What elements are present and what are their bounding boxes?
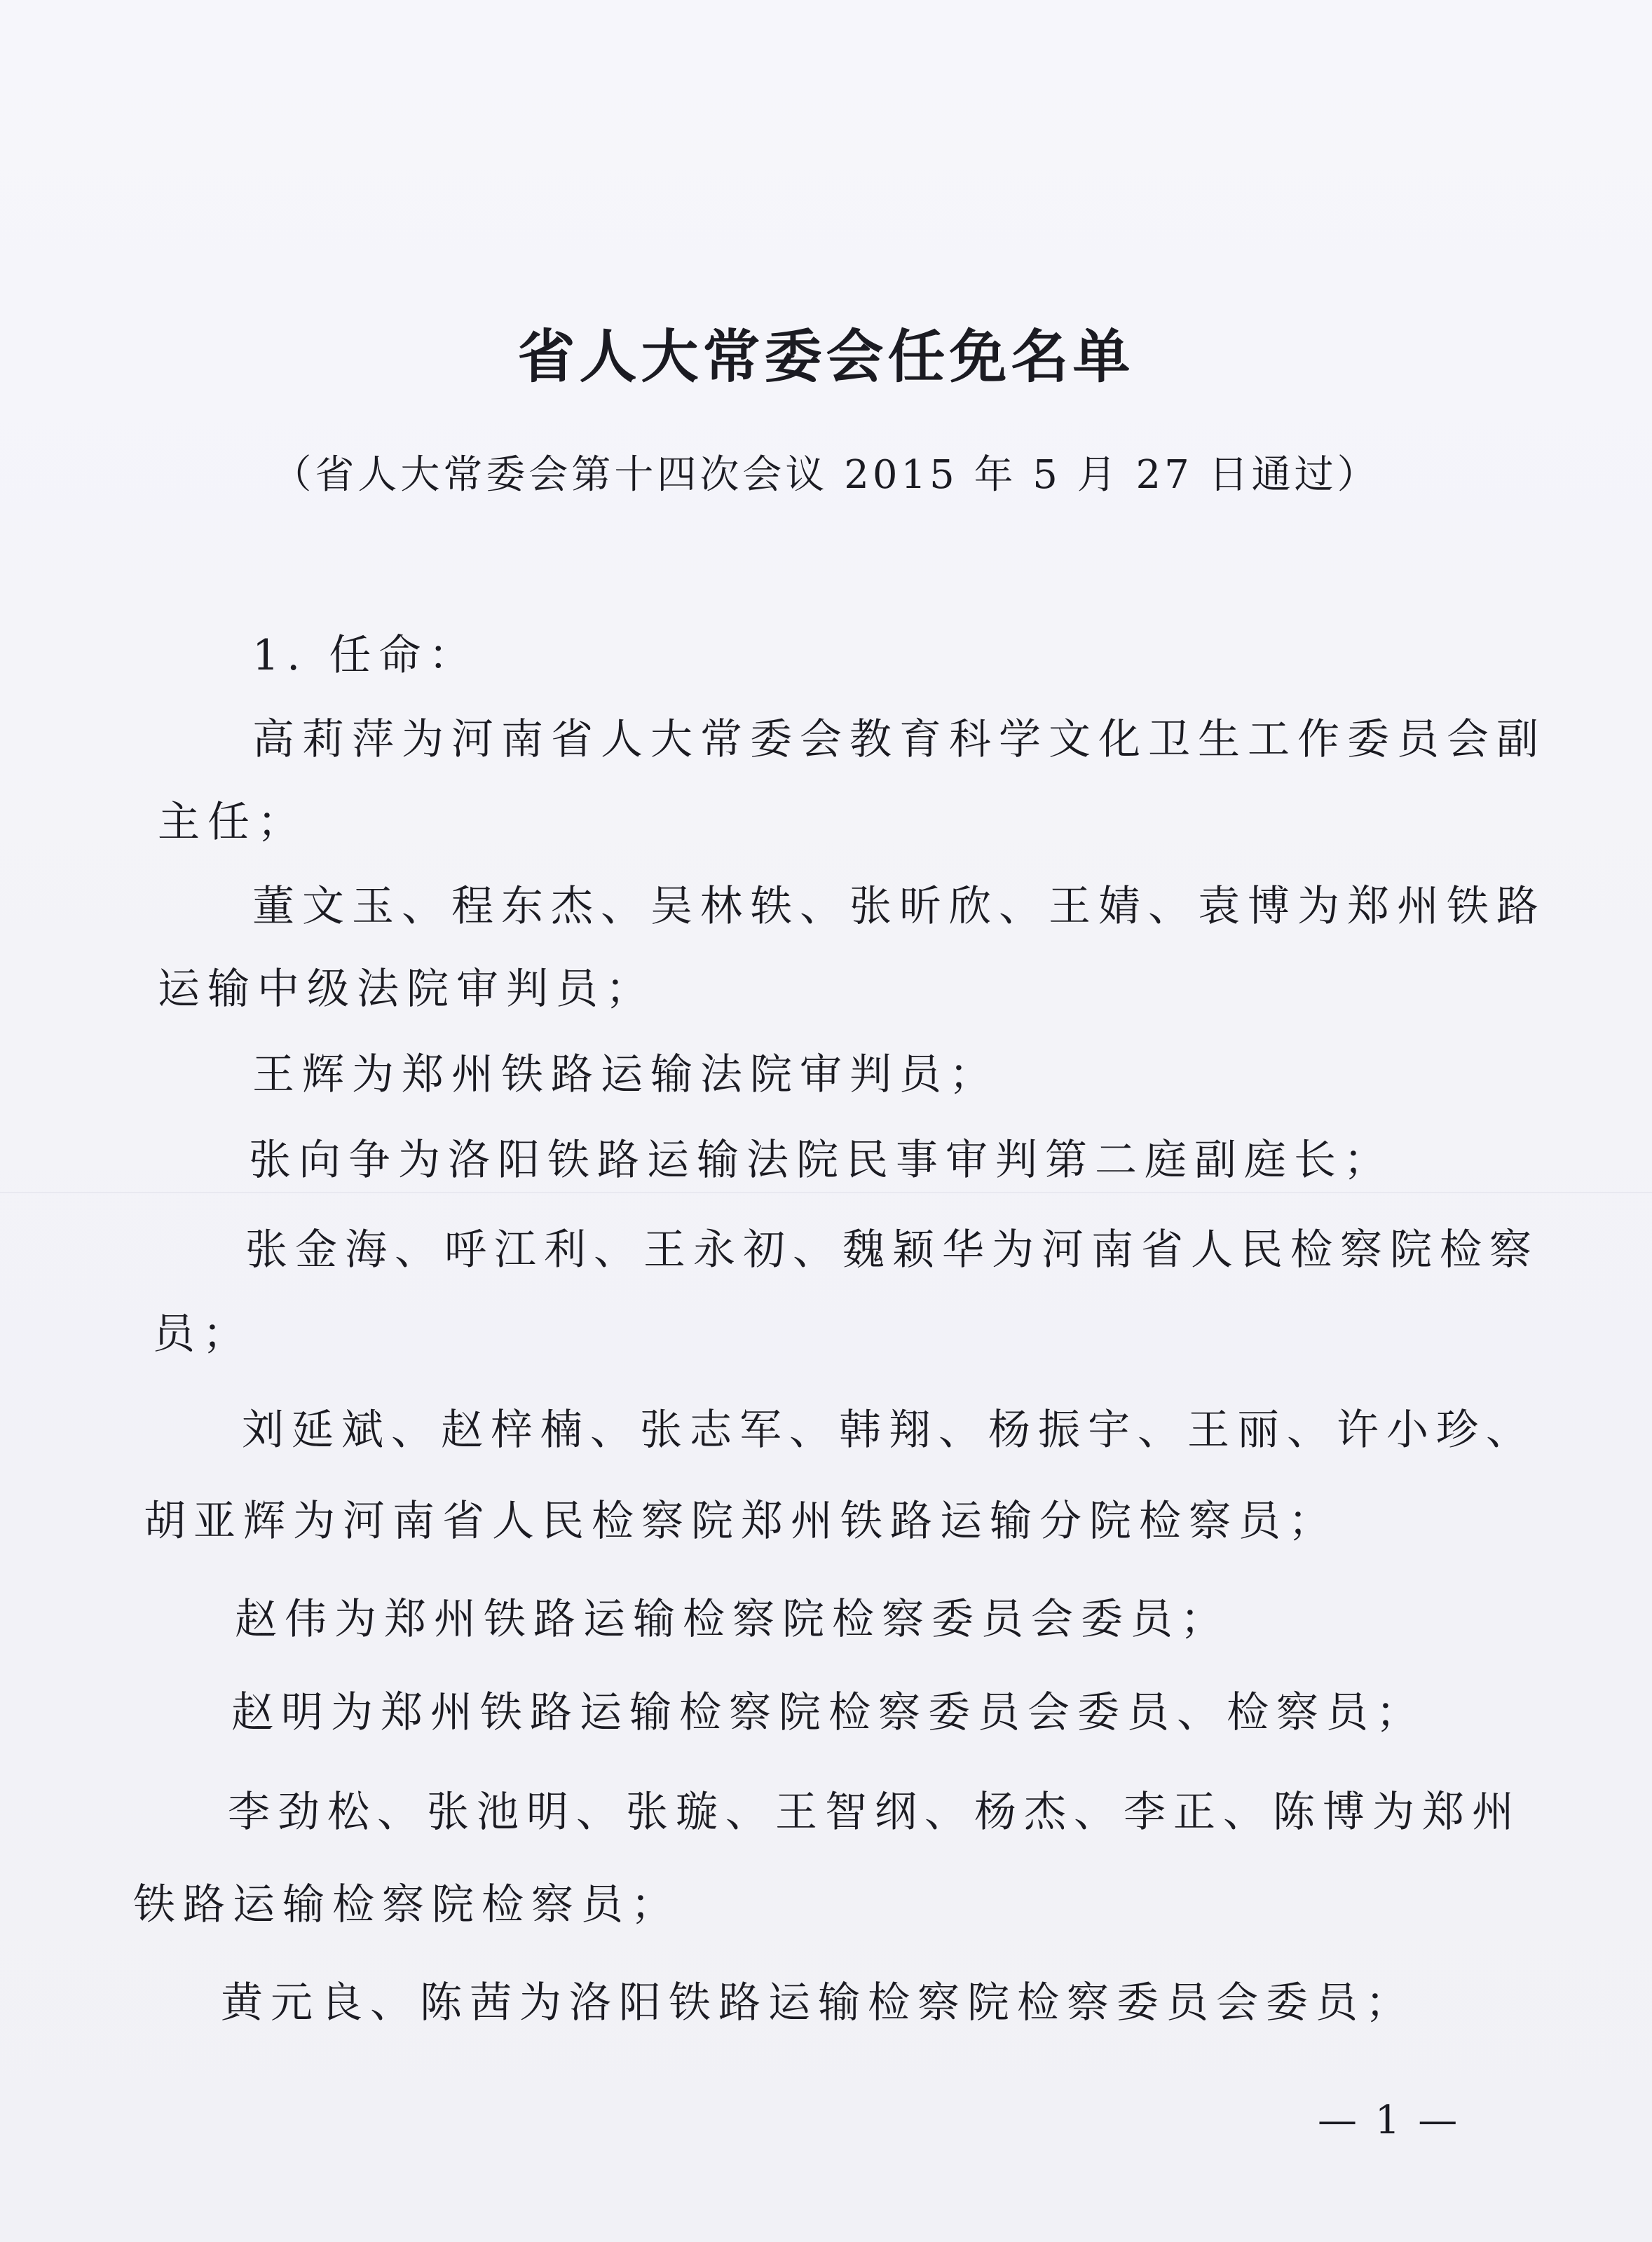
text-line: 董文玉、程东杰、吴林轶、张昕欣、王婧、袁博为郑州铁路 [252,882,1546,931]
text-line: 赵伟为郑州铁路运输检察院检察委员会委员； [235,1595,1230,1644]
text-line: 李劲松、张池明、张璇、王智纲、杨杰、李正、陈博为郑州 [228,1788,1522,1837]
text-line: 王辉为郑州铁路运输法院审判员； [252,1050,999,1099]
text-line: 主任； [158,798,307,847]
text-line: 铁路运输检察院检察员； [133,1880,681,1929]
paper-fold [0,1192,1652,1193]
text-line: 运输中级法院审判员； [158,965,655,1014]
text-line: 张金海、呼江利、王永初、魏颖华为河南省人民检察院检察 [245,1225,1539,1275]
page-number: — 1 — [1318,2098,1461,2143]
text-line: 员； [153,1310,252,1359]
document-title: 省人大常委会任免名单 [517,324,1135,390]
text-line: 张向争为洛阳铁路运输法院民事审判第二庭副庭长； [249,1136,1393,1185]
text-line: 高莉萍为河南省人大常委会教育科学文化卫生工作委员会副 [252,715,1546,764]
text-line: 赵明为郑州铁路运输检察院检察委员会委员、检察员； [231,1688,1426,1737]
section-heading: 1. 任命： [252,631,479,680]
text-line: 黄元良、陈茜为洛阳铁路运输检察院检察委员会委员； [221,1978,1415,2027]
text-line: 胡亚辉为河南省人民检察院郑州铁路运输分院检察员； [144,1497,1338,1546]
text-line: 刘延斌、赵梓楠、张志军、韩翔、杨振宇、王丽、许小珍、 [242,1406,1536,1455]
document-subtitle: （省人大常委会第十四次会议 2015 年 5 月 27 日通过） [272,452,1380,498]
